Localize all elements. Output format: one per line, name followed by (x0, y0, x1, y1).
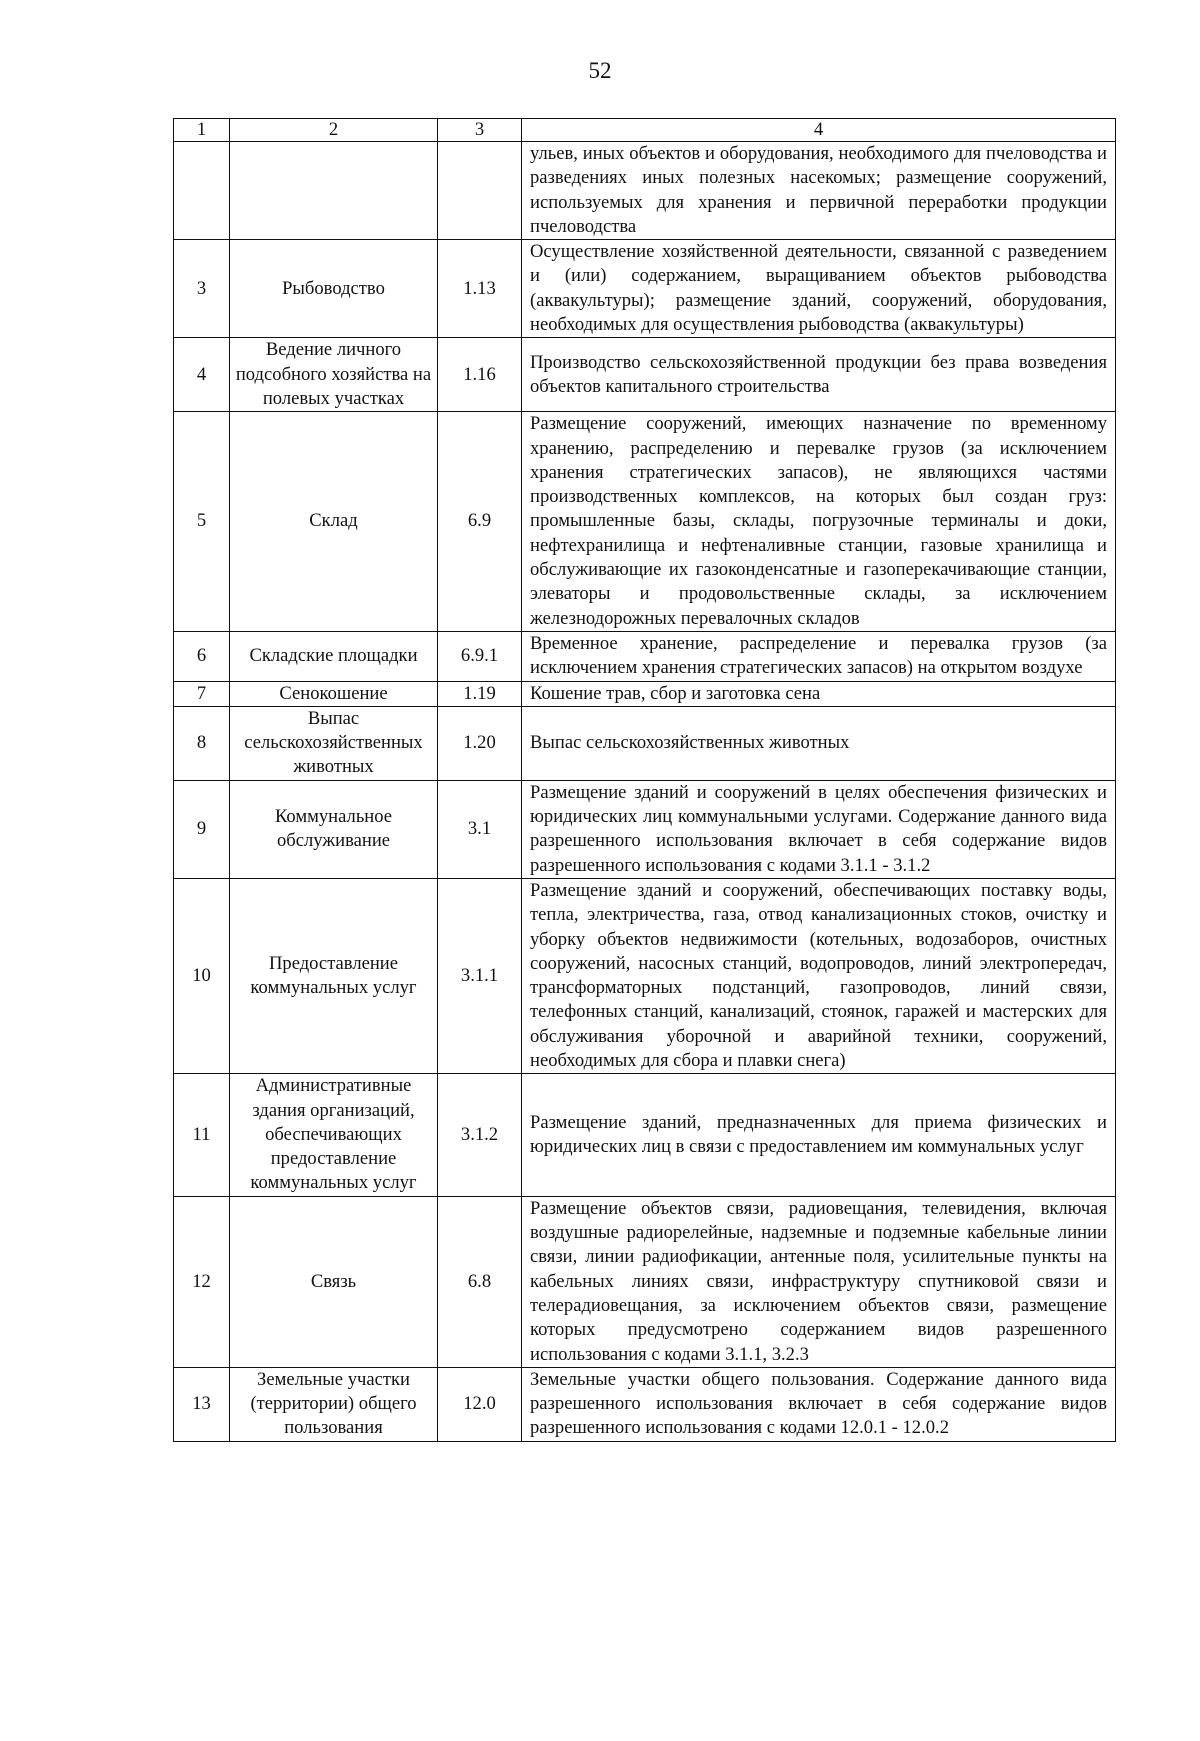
table-row (174, 706, 1116, 780)
use-code-cell: 1.19 (438, 681, 522, 706)
table-row (174, 1367, 1116, 1441)
use-code-cell: 1.16 (438, 338, 522, 412)
use-name-cell: Ведение личного подсобного хозяйства на полевых участках (230, 338, 438, 412)
row-number-cell: 13 (174, 1367, 230, 1441)
table-row (174, 878, 1116, 1073)
table-row (174, 631, 1116, 681)
use-name-cell: Склад (230, 412, 438, 632)
column-header-3: 3 (438, 119, 522, 142)
row-number-cell: 9 (174, 780, 230, 878)
table-row (174, 240, 1116, 338)
use-description-cell: Размещение сооружений, имеющих назначение по временному хранению, распределению и перевалке грузов (за исключением хранения стратегических запасов), не являющихся частями производственных комплексов, на которых был создан груз: промышленные базы, склады, погрузочные терминалы и доки, нефтехранилища и нефтеналивные станции, газовые хранилища и обслуживающие их газоконденсатные и газоперекачивающие станции, элеваторы и продовольственные склады, за исключением железнодорожных перевалочных складов (522, 412, 1116, 632)
use-code-cell: 3.1 (438, 780, 522, 878)
row-number-cell: 12 (174, 1196, 230, 1367)
row-number-cell: 5 (174, 412, 230, 632)
table-row (174, 142, 1116, 240)
table-row (174, 412, 1116, 632)
use-description-cell: ульев, иных объектов и оборудования, необходимого для пчеловодства и разведениях иных полезных насекомых; размещение сооружений, используемых для хранения и первичной переработки продукции пчеловодства (522, 142, 1116, 240)
column-header-2: 2 (230, 119, 438, 142)
row-number-cell: 10 (174, 878, 230, 1073)
row-number-cell: 6 (174, 631, 230, 681)
use-description-cell: Размещение зданий и сооружений в целях обеспечения физических и юридических лиц коммунальными услугами. Содержание данного вида разрешенного использования включает в себя содержание видов разрешенного использования с кодами 3.1.1 - 3.1.2 (522, 780, 1116, 878)
row-number-cell: 4 (174, 338, 230, 412)
use-code-cell (438, 142, 522, 240)
table-row (174, 1196, 1116, 1367)
use-name-cell: Предоставление коммунальных услуг (230, 878, 438, 1073)
page-number: 52 (588, 58, 612, 83)
use-description-cell: Размещение объектов связи, радиовещания, телевидения, включая воздушные радиорелейные, надземные и подземные кабельные линии связи, линии радиофикации, антенные поля, усилительные пункты на кабельных линиях связи, инфраструктуру спутниковой связи и телерадиовещания, за исключением объектов связи, размещение которых предусмотрено содержанием видов разрешенного использования с кодами 3.1.1, 3.2.3 (522, 1196, 1116, 1367)
use-description-cell: Кошение трав, сбор и заготовка сена (522, 681, 1116, 706)
row-number-cell: 11 (174, 1074, 230, 1196)
use-description-cell: Производство сельскохозяйственной продукции без права возведения объектов капитального строительства (522, 338, 1116, 412)
use-description-cell: Временное хранение, распределение и перевалка грузов (за исключением хранения стратегических запасов) на открытом воздухе (522, 631, 1116, 681)
column-header-1: 1 (174, 119, 230, 142)
table-row (174, 1074, 1116, 1196)
use-name-cell: Складские площадки (230, 631, 438, 681)
use-description-cell: Размещение зданий, предназначенных для приема физических и юридических лиц в связи с предоставлением им коммунальных услуг (522, 1074, 1116, 1196)
use-code-cell: 3.1.1 (438, 878, 522, 1073)
land-use-table (173, 118, 1116, 1442)
row-number-cell: 8 (174, 706, 230, 780)
use-code-cell: 3.1.2 (438, 1074, 522, 1196)
use-description-cell: Размещение зданий и сооружений, обеспечивающих поставку воды, тепла, электричества, газа, отвод канализационных стоков, очистку и уборку объектов недвижимости (котельных, водозаборов, очистных сооружений, насосных станций, водопроводов, линий электропередач, трансформаторных подстанций, газопроводов, линий связи, телефонных станций, канализаций, стоянок, гаражей и мастерских для обслуживания уборочной и аварийной техники, сооружений, необходимых для сбора и плавки снега) (522, 878, 1116, 1073)
row-number-cell: 3 (174, 240, 230, 338)
table-row (174, 338, 1116, 412)
use-description-cell: Земельные участки общего пользования. Содержание данного вида разрешенного использования включает в себя содержание видов разрешенного использования с кодами 12.0.1 - 12.0.2 (522, 1367, 1116, 1441)
use-name-cell: Связь (230, 1196, 438, 1367)
use-code-cell: 12.0 (438, 1367, 522, 1441)
use-code-cell: 6.9.1 (438, 631, 522, 681)
use-code-cell: 6.9 (438, 412, 522, 632)
use-name-cell (230, 142, 438, 240)
row-number-cell: 7 (174, 681, 230, 706)
use-name-cell: Выпас сельскохозяйственных животных (230, 706, 438, 780)
table-header-row (174, 119, 1116, 142)
use-name-cell: Коммунальное обслуживание (230, 780, 438, 878)
use-description-cell: Осуществление хозяйственной деятельности, связанной с разведением и (или) содержанием, выращиванием объектов рыбоводства (аквакультуры); размещение зданий, сооружений, оборудования, необходимых для осуществления рыбоводства (аквакультуры) (522, 240, 1116, 338)
use-name-cell: Сенокошение (230, 681, 438, 706)
use-name-cell: Административные здания организаций, обеспечивающих предоставление коммунальных услуг (230, 1074, 438, 1196)
column-header-4: 4 (522, 119, 1116, 142)
table-row (174, 681, 1116, 706)
use-name-cell: Рыбоводство (230, 240, 438, 338)
use-description-cell: Выпас сельскохозяйственных животных (522, 706, 1116, 780)
use-code-cell: 6.8 (438, 1196, 522, 1367)
use-code-cell: 1.20 (438, 706, 522, 780)
use-name-cell: Земельные участки (территории) общего пользования (230, 1367, 438, 1441)
use-code-cell: 1.13 (438, 240, 522, 338)
row-number-cell (174, 142, 230, 240)
table-row (174, 780, 1116, 878)
